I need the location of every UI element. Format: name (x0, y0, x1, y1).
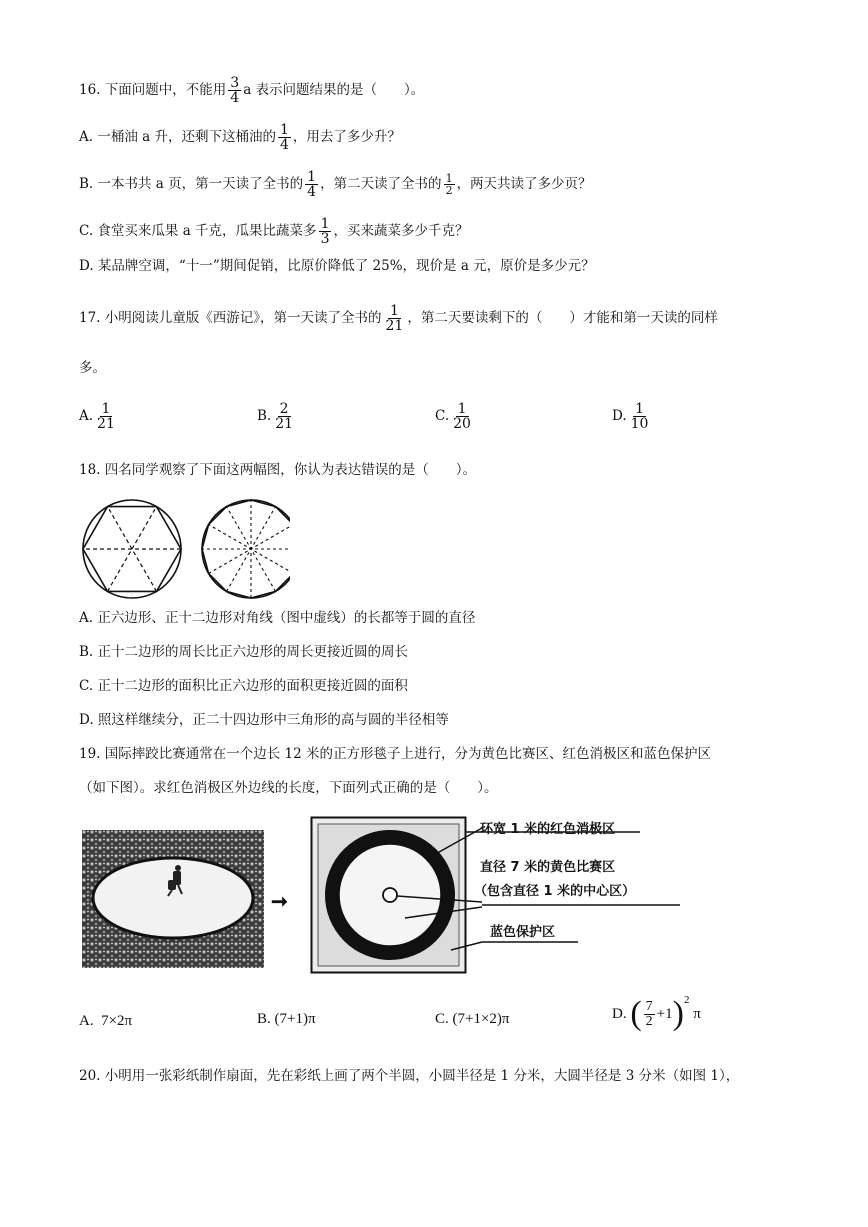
q19-stem-line1: 19. 国际摔跤比赛通常在一个边长 12 米的正方形毯子上进行，分为黄色比赛区、红色消极区和蓝色保护区 (79, 746, 712, 762)
fraction: $\frac{3}{4}$ (230, 75, 240, 106)
q18-option-b: B. 正十二边形的周长比正六边形的周长更接近圆的周长 (79, 644, 409, 660)
mat-label-red-zone: 环宽 1 米的红色消极区 (480, 822, 616, 837)
q20-stem: 20. 小明用一张彩纸制作扇面，先在彩纸上画了两个半圆，小圆半径是 1 分米，大圆半径是 3 分米（如图 1）， (79, 1068, 740, 1084)
q18-figures (80, 497, 290, 602)
dodecagon-in-circle-figure (202, 500, 290, 598)
q19-option-c: C. (7+1×2)π (435, 1011, 510, 1027)
q17-stem: 17. 小明阅读儿童版《西游记》，第一天读了全书的 $\frac{1}{21}$ ，第二天要读剩下的（ ）才能和第一天读的同样 (79, 303, 718, 334)
q19-stem-line2: （如下图）。求红色消极区外边线的长度，下面列式正确的是（ ）。 (79, 780, 498, 796)
q16-option-a: A. 一桶油 a 升，还剩下这桶油的 $\frac{1}{4}$ ，用去了多少升？ (79, 122, 401, 153)
q17-option-d: D. $\frac{1}{10}$ (612, 401, 649, 432)
q16-option-d: D. 某品牌空调，“十一”期间促销，比原价降低了 25%，现价是 a 元，原价是多少元？ (79, 258, 595, 274)
wrestling-arena-photo (82, 830, 264, 968)
q19-option-d: D. ( $\frac{7}{2}$ +1 ) $^2$ π (612, 994, 701, 1032)
q18-option-d: D. 照这样继续分，正二十四边形中三角形的高与圆的半径相等 (79, 712, 449, 728)
q17-option-c: C. $\frac{1}{20}$ (435, 401, 471, 432)
q19-option-b: B. (7+1)π (257, 1011, 316, 1027)
q18-option-c: C. 正十二边形的面积比正六边形的面积更接近圆的面积 (79, 678, 408, 694)
hexagon-in-circle-figure (83, 500, 181, 598)
mat-label-blue-zone: 蓝色保护区 (490, 925, 556, 940)
q17-stem-cont: 多。 (79, 360, 106, 376)
mat-label-center-zone: （包含直径 1 米的中心区） (474, 884, 636, 899)
q17-option-a: A. $\frac{1}{21}$ (79, 401, 115, 432)
q18-stem: 18. 四名同学观察了下面这两幅图，你认为表达错误的是（ ）。 (79, 462, 477, 478)
q16-stem: 16. 下面问题中，不能用 $\frac{3}{4}$ a 表示问题结果的是（ ）。 (79, 75, 425, 106)
mat-label-yellow-zone: 直径 7 米的黄色比赛区 (480, 860, 616, 875)
q19-option-a: A. 7×2π (79, 1013, 133, 1029)
q18-option-a: A. 正六边形、正十二边形对角线（图中虚线）的长都等于圆的直径 (79, 610, 476, 626)
q17-option-b: B. $\frac{2}{21}$ (257, 401, 294, 432)
q16-option-b: B. 一本书共 a 页，第一天读了全书的 $\frac{1}{4}$ ，第二天读了全书的 $\frac{1}{2}$ ，两天共读了多少页？ (79, 169, 592, 200)
right-arrow-icon: ➞ (271, 889, 288, 913)
q16-option-c: C. 食堂买来瓜果 a 千克，瓜果比蔬菜多 $\frac{1}{3}$ ，买来蔬菜多少千克？ (79, 216, 469, 247)
